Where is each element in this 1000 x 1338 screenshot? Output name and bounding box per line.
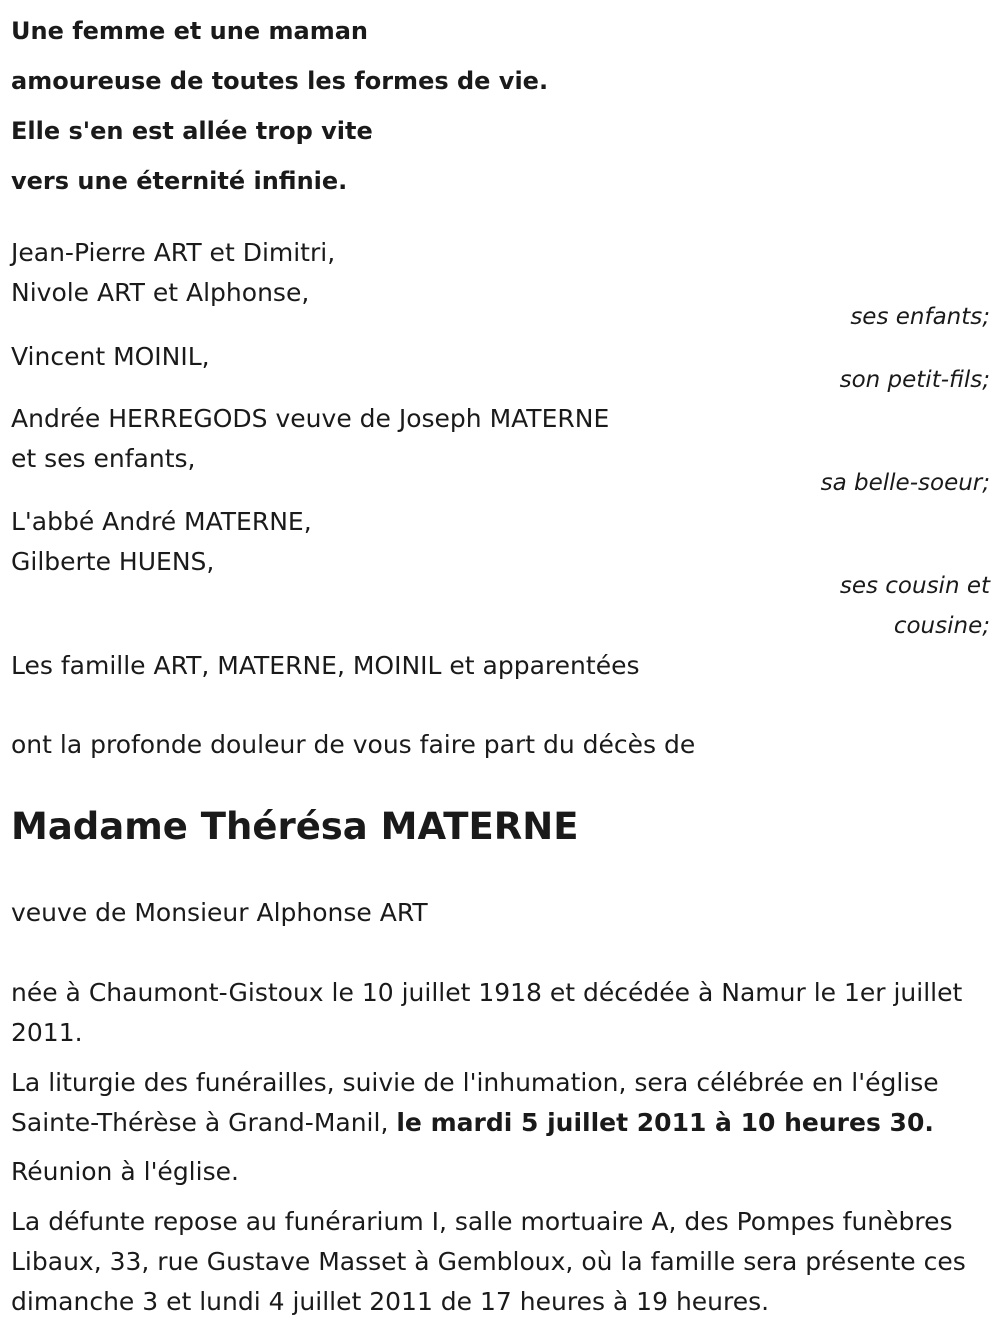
widow-of-line: veuve de Monsieur Alphonse ART — [11, 898, 428, 927]
poem-line: amoureuse de toutes les formes de vie. — [11, 67, 549, 95]
poem-line: Une femme et une maman — [11, 17, 368, 45]
grandson-role: son petit-fils; — [839, 367, 990, 393]
family-name-line: Andrée HERREGODS veuve de Joseph MATERNE — [11, 404, 610, 433]
children-role: ses enfants; — [850, 304, 990, 330]
poem — [11, 6, 990, 206]
poem-line: Elle s'en est allée trop vite — [11, 117, 373, 145]
poem-line: vers une éternité infinie. — [11, 167, 348, 195]
meeting-line: Réunion à l'église. — [11, 1157, 239, 1186]
family-name-line: Jean-Pierre ART et Dimitri, — [11, 238, 336, 267]
liturgy-paragraph — [11, 1063, 990, 1143]
announcement-text: ont la profonde douleur de vous faire part du décès de — [11, 730, 696, 759]
cousins-role-line: cousine; — [893, 613, 990, 639]
deceased-name: Madame Thérésa MATERNE — [11, 805, 579, 848]
birth-death-paragraph: née à Chaumont-Gistoux le 10 juillet 1918 et décédée à Namur le 1er juillet 2011. — [11, 978, 963, 1047]
family-name-line: et ses enfants, — [11, 444, 196, 473]
family-name-line: Gilberte HUENS, — [11, 547, 215, 576]
repose-paragraph: La défunte repose au funérarium I, salle mortuaire A, des Pompes funèbres Libaux, 33, rue Gustave Masset à Gembloux, où la famille sera présente ces dimanche 3 et lundi 4 juillet 2011 de 17 heures à 19 heures. — [11, 1207, 966, 1316]
liturgy-date: le mardi 5 juillet 2011 à 10 heures 30. — [396, 1108, 934, 1137]
cousins-role — [840, 566, 990, 646]
family-name-line: Nivole ART et Alphonse, — [11, 278, 310, 307]
family-name-line: L'abbé André MATERNE, — [11, 507, 312, 536]
children-names — [11, 233, 990, 313]
cousins-role-line: ses cousin et — [839, 573, 990, 599]
grandson-name: Vincent MOINIL, — [11, 342, 210, 371]
families-line: Les famille ART, MATERNE, MOINIL et apparentées — [11, 651, 640, 680]
sister-in-law-role: sa belle-soeur; — [820, 470, 990, 496]
liturgy-text: La liturgie des funérailles, suivie de l'inhumation, sera célébrée en l'église Sainte-Thérèse à Grand-Manil, — [11, 1068, 939, 1137]
